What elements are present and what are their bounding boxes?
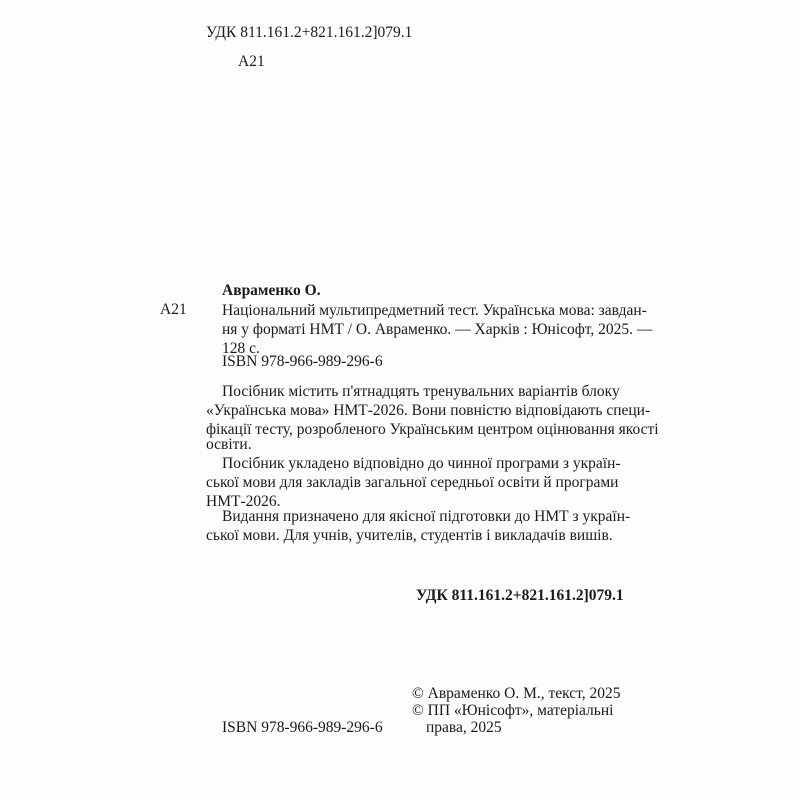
- record-line: Національний мультипредметний тест. Українська мова: завдан-: [222, 302, 647, 319]
- author-heading: Авраменко О.: [222, 282, 321, 299]
- isbn-line: ISBN 978-966-989-296-6: [222, 353, 383, 370]
- copyright-line: © Авраменко О. М., текст, 2025: [412, 685, 621, 702]
- annotation-line: фікації тесту, розробленого Українським центром оцінювання якості: [206, 421, 659, 438]
- annotation-line: Видання призначено для якісної підготовки до НМТ з україн-: [222, 508, 631, 525]
- copyright-line: © ПП «Юнісофт», матеріальні: [412, 702, 614, 719]
- annotation-line: ської мови для закладів загальної середньої освіти й програми: [206, 474, 619, 491]
- catalog-code: А21: [160, 301, 187, 318]
- annotation-line: «Українська мова» НМТ-2026. Вони повністю відповідають специ-: [206, 402, 651, 419]
- record-line: 128 с.: [222, 340, 260, 357]
- annotation-line: освіти.: [206, 436, 252, 453]
- udk-top: УДК 811.161.2+821.161.2]079.1: [206, 24, 413, 41]
- bbk-code: А21: [238, 53, 265, 70]
- annotation-line: Посібник укладено відповідно до чинної програми з україн-: [222, 455, 621, 472]
- annotation-line: НМТ-2026.: [206, 493, 281, 510]
- record-line: ня у форматі НМТ / О. Авраменко. — Харків : Юнісофт, 2025. —: [222, 321, 653, 338]
- annotation-line: ської мови. Для учнів, учителів, студентів і викладачів вишів.: [206, 527, 613, 544]
- copyright-line: права, 2025: [426, 719, 502, 736]
- annotation-line: Посібник містить п'ятнадцять тренувальних варіантів блоку: [222, 383, 620, 400]
- udk-bottom: УДК 811.161.2+821.161.2]079.1: [416, 587, 624, 604]
- isbn-bottom: ISBN 978-966-989-296-6: [222, 719, 383, 736]
